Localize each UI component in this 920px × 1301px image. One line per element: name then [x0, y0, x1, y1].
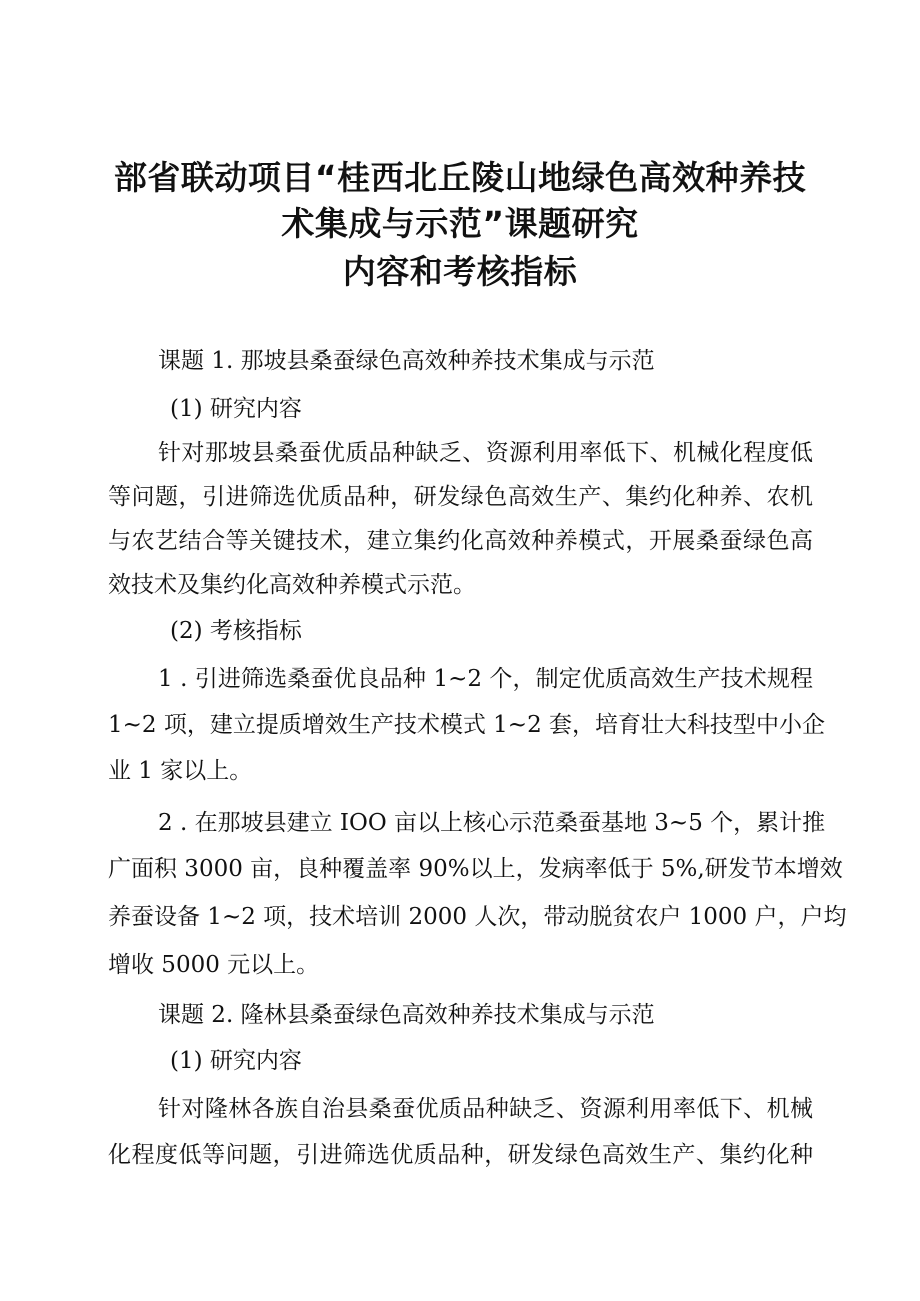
document-title-line-3: 内容和考核指标 [342, 252, 578, 291]
topic-1-indicator-label: (2) 考核指标 [170, 618, 302, 644]
topic-1-indicator-1-line: 1~2 项，建立提质增效生产技术模式 1~2 套，培育壮大科技型中小企 [108, 712, 826, 738]
topic-1-indicator-1-line: 1 . 引进筛选桑蚕优良品种 1~2 个，制定优质高效生产技术规程 [158, 666, 813, 692]
topic-1-content-line: 针对那坡县桑蚕优质品种缺乏、资源利用率低下、机械化程度低 [158, 440, 813, 466]
topic-1-indicator-2-line: 养蚕设备 1~2 项，技术培训 2000 人次，带动脱贫农户 1000 户，户均 [108, 904, 847, 930]
topic-2-content-line: 针对隆林各族自治县桑蚕优质品种缺乏、资源利用率低下、机械 [158, 1096, 813, 1122]
topic-1-content-label: (1) 研究内容 [170, 396, 302, 422]
topic-1-indicator-2-line: 2 . 在那坡县建立 IOO 亩以上核心示范桑蚕基地 3~5 个，累计推 [158, 810, 826, 836]
document-title-line-1: 部省联动项目“桂西北丘陵山地绿色高效种养技 [113, 158, 807, 197]
document-title-line-2: 术集成与示范”课题研究 [281, 204, 639, 243]
topic-1-indicator-2-line: 广面积 3000 亩，良种覆盖率 90%以上，发病率低于 5%,研发节本增效 [108, 856, 843, 882]
topic-1-indicator-2-line: 增收 5000 元以上。 [108, 952, 320, 978]
topic-1-content-line: 等问题，引进筛选优质品种，研发绿色高效生产、集约化种养、农机 [108, 484, 813, 510]
topic-2-content-line: 化程度低等问题，引进筛选优质品种，研发绿色高效生产、集约化种 [108, 1142, 813, 1168]
topic-2-content-label: (1) 研究内容 [170, 1048, 302, 1074]
topic-1-content-line: 与农艺结合等关键技术，建立集约化高效种养模式，开展桑蚕绿色高 [108, 528, 813, 554]
topic-1-indicator-1-line: 业 1 家以上。 [108, 758, 253, 784]
topic-1-heading: 课题 1. 那坡县桑蚕绿色高效种养技术集成与示范 [158, 348, 655, 374]
topic-1-content-line: 效技术及集约化高效种养模式示范。 [108, 572, 476, 598]
topic-2-heading: 课题 2. 隆林县桑蚕绿色高效种养技术集成与示范 [158, 1002, 655, 1028]
